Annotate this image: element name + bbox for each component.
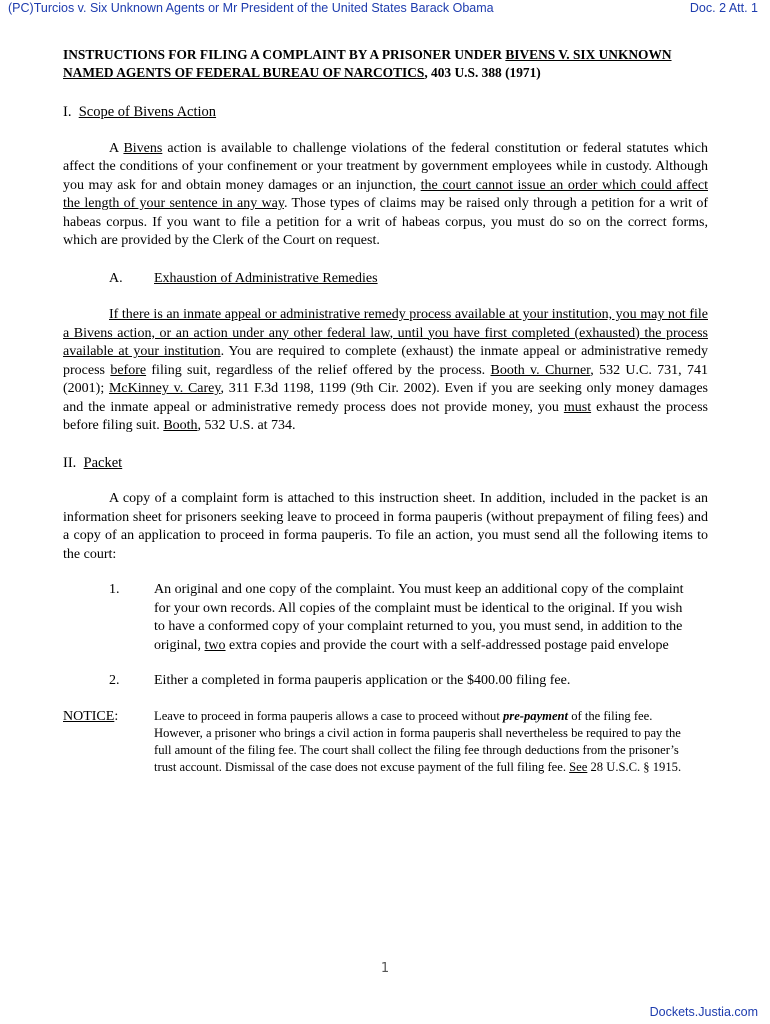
notice-label: NOTICE: — [63, 708, 119, 724]
document-attachment-label[interactable]: Doc. 2 Att. 1 — [689, 1, 758, 15]
document-title: INSTRUCTIONS FOR FILING A COMPLAINT BY A PRISONER UNDER BIVENS V. SIX UNKNOWN NAMED AGENTS OF FEDERAL BUREAU OF NARCOTICS, 403 U.S. 388 (1971) — [63, 47, 672, 80]
list-item: 1. An original and one copy of the complaint. You must keep an additional copy of the complaint for your own records. All copies of the complaint must be identical to the original. If you wish to have a conformed copy of your complaint returned to you, you must send, in addition to the original, two extra copies and provide the court with a self-addressed postage paid envelope — [109, 582, 684, 653]
paragraph-packet: A copy of a complaint form is attached to this instruction sheet. In addition, included in the packet is an information sheet for prisoners seeking leave to proceed in forma pauperis (without prepayment of filing fees) and a copy of an application to proceed in forma pauperis. To file an action, you must send all the following items to the court: — [63, 491, 708, 562]
paragraph-scope: A Bivens action is available to challenge violations of the federal constitution or federal statutes which affect the conditions of your confinement or your treatment by government employees while in custody. Although you may ask for and obtain money damages or an injunction, the court cannot issue an order which could affect the length of your sentence in any way. Those types of claims may be raised only through a petition for a writ of habeas corpus. If you want to file a petition for a writ of habeas corpus, you must do so on the correct forms, which are provided by the Clerk of the Court on request. — [63, 140, 708, 248]
case-title-header[interactable]: (PC)Turcios v. Six Unknown Agents or Mr President of the United States Barack Obama — [8, 1, 494, 15]
page-number: 1 — [380, 961, 390, 976]
dockets-justia-link[interactable]: Dockets.Justia.com — [649, 1005, 758, 1019]
notice-text: Leave to proceed in forma pauperis allows a case to proceed without pre-payment of the filing fee. However, a prisoner who brings a civil action in forma pauperis shall nevertheless be required to pay the full amount of the filing fee. The court shall collect the filing fee through deductions from the prisoner’s trust account. Dismissal of the case does not excuse payment of the full filing fee. See 28 U.S.C. § 1915. — [154, 708, 682, 774]
section-heading-scope: I. Scope of Bivens Action — [63, 104, 217, 120]
document-body — [63, 46, 708, 776]
list-item: 2. Either a completed in forma pauperis application or the $400.00 filing fee. — [109, 673, 571, 688]
paragraph-exhaustion: If there is an inmate appeal or administrative remedy process available at your institution, you may not file a Bivens action, or an action under any other federal law, until you have first completed (exhausted) the process available at your institution. You are required to complete (exhaust) the inmate appeal or administrative remedy process before filing suit, regardless of the relief offered by the process. Booth v. Churner, 532 U.C. 731, 741 (2001); McKinney v. Carey, 311 F.3d 1198, 1199 (9th Cir. 2002). Even if you are seeking only money damages and the inmate appeal or administrative remedy process does not provide money, you must exhaust the process before filing suit. Booth, 532 U.S. at 734. — [63, 307, 708, 433]
section-heading-packet: II. Packet — [63, 454, 123, 471]
subsection-heading-exhaustion: A. Exhaustion of Administrative Remedies — [109, 270, 378, 286]
notice-block — [63, 708, 708, 776]
